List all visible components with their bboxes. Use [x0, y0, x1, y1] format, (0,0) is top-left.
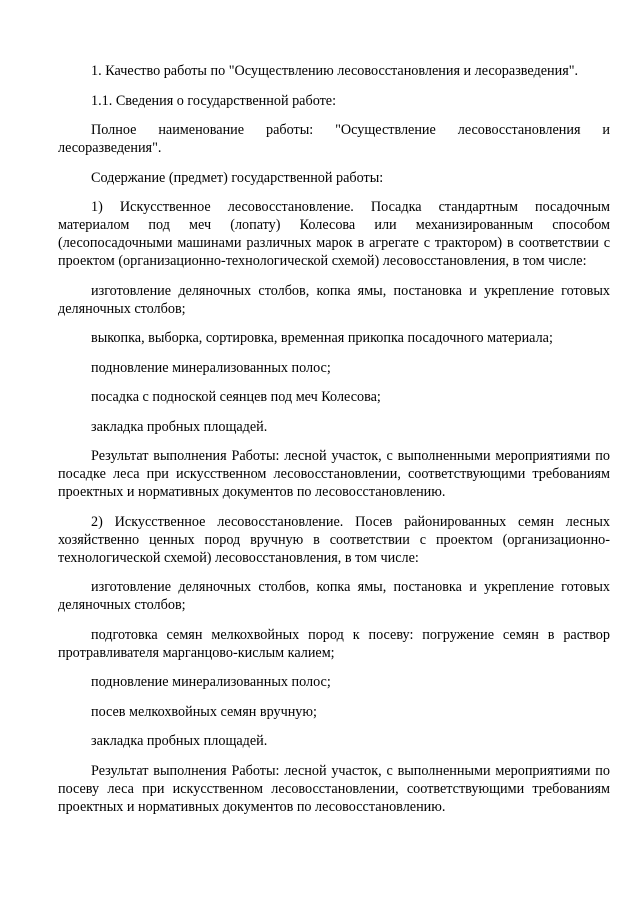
subsection-heading: 1.1. Сведения о государственной работе: [91, 92, 337, 109]
item-1-task: посадка с подноской сеянцев под меч Колесова; [91, 389, 381, 405]
item-2-task: закладка пробных площадей. [91, 733, 268, 749]
item-2-task: подновление минерализованных полос; [91, 674, 331, 690]
item-2-description: 2) Искусственное лесовосстановление. Посев районированных семян лесных хозяйственно ценных пород вручную в соответствии с проектом (организационно-технологической схемой) лесовосстановления, в том числе: [58, 513, 610, 566]
document-body [58, 62, 610, 827]
item-1-task: выкопка, выборка, сортировка, временная прикопка посадочного материала; [91, 330, 553, 346]
section-heading: 1. Качество работы по "Осуществлению лесовосстановления и лесоразведения". [91, 63, 579, 79]
item-1-description: 1) Искусственное лесовосстановление. Посадка стандартным посадочным материалом под меч (лопату) Колесова или механизированным способом (лесопосадочными машинами различных марок в агрегате с трактором) в соответствии с проектом (организационно-технологической схемой) лесовосстановления, в том числе: [58, 199, 610, 269]
item-2-task: посев мелкохвойных семян вручную; [91, 703, 317, 720]
item-2-task: подготовка семян мелкохвойных пород к посеву: погружение семян в раствор протравливателя марганцово-кислым калием; [58, 626, 610, 661]
item-2-task: изготовление деляночных столбов, копка ямы, постановка и укрепление готовых деляночных столбов; [58, 579, 610, 613]
item-1-task: изготовление деляночных столбов, копка ямы, постановка и укрепление готовых деляночных столбов; [58, 282, 610, 317]
item-1-task: подновление минерализованных полос; [91, 359, 331, 376]
work-full-name: Полное наименование работы: "Осуществление лесовосстановления и лесоразведения". [58, 122, 610, 156]
item-1-result: Результат выполнения Работы: лесной участок, с выполненными мероприятиями по посадке леса при искусственном лесовосстановлении, соответствующими требованиям проектных и нормативных документов по лесовосстановлению. [58, 448, 610, 500]
work-content-heading: Содержание (предмет) государственной работы: [91, 169, 384, 186]
item-2-result: Результат выполнения Работы: лесной участок, с выполненными мероприятиями по посеву леса при искусственном лесовосстановлении, соответствующими требованиям проектных и нормативных документов по лесовосстановлению. [58, 762, 610, 815]
item-1-task: закладка пробных площадей. [91, 418, 268, 435]
